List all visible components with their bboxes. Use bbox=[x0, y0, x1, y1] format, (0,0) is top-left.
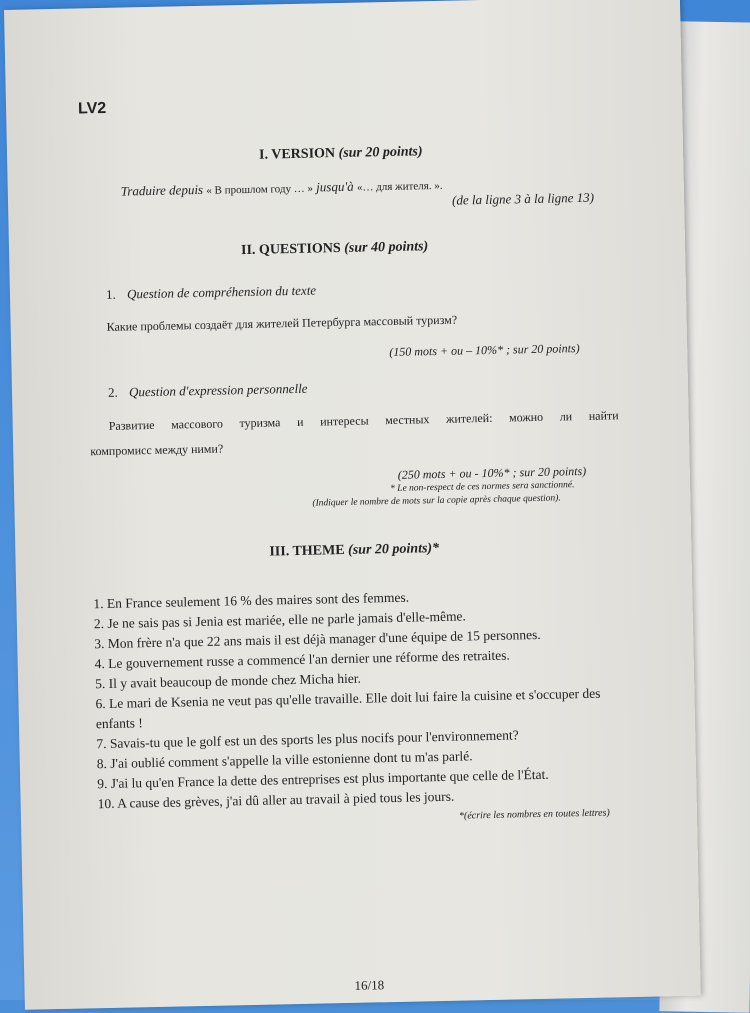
theme-sentence-6-continued: enfants ! bbox=[95, 715, 143, 732]
exam-page bbox=[4, 0, 701, 1010]
theme-footnote: *(écrire les nombres en toutes lettres) bbox=[458, 807, 610, 822]
theme-sentence-7: 7. Savais-tu que le golf est un des sports les plus nocifs pour l'environnement? bbox=[96, 727, 519, 752]
version-heading-points: (sur 20 points) bbox=[338, 144, 423, 162]
version-heading-title: I. VERSION bbox=[258, 146, 336, 163]
question-2-text-line-1: Развитие массового туризма и интересы местных жителей: можно ли найти bbox=[108, 408, 619, 433]
question-2-points: (250 mots + ou - 10%* ; sur 20 points) bbox=[397, 463, 587, 482]
theme-heading bbox=[269, 541, 439, 561]
theme-sentence-4: 4. Le gouvernement russe a commencé l'an dernier une réforme des retraites. bbox=[94, 647, 510, 672]
questions-heading bbox=[241, 239, 428, 259]
version-instruction-mid: jusqu'à bbox=[316, 178, 354, 195]
version-instruction-from: « В прошлом году … » bbox=[206, 182, 314, 197]
theme-heading-points: (sur 20 points)* bbox=[347, 541, 440, 558]
questions-heading-title: II. QUESTIONS bbox=[240, 241, 341, 259]
question-2-text-line-2: компромисс между ними? bbox=[90, 441, 224, 459]
question-1-text: Какие проблемы создаёт для жителей Петербурга массовый туризм? bbox=[106, 312, 458, 334]
section-code: LV2 bbox=[77, 99, 107, 118]
theme-sentence-1: 1. En France seulement 16 % des maires sont des femmes. bbox=[93, 589, 410, 612]
question-1-points: (150 mots + ou – 10%* ; sur 20 points) bbox=[389, 341, 580, 360]
theme-sentence-8: 8. J'ai oublié comment s'appelle la ville estonienne dont tu m'as parlé. bbox=[96, 748, 473, 772]
theme-sentence-2: 2. Je ne sais pas si Jenia est mariée, elle ne parle jamais d'elle-même. bbox=[93, 608, 466, 632]
version-heading bbox=[259, 144, 423, 163]
version-instruction bbox=[121, 177, 443, 200]
theme-sentence-6: 6. Le mari de Ksenia ne veut pas qu'elle travaille. Elle doit lui faire la cuisine et s'occuper des bbox=[95, 685, 601, 712]
questions-heading-points: (sur 40 points) bbox=[344, 239, 429, 256]
word-count-note: * Le non-respect de ces normes sera sanctionné. bbox=[390, 480, 575, 495]
version-instruction-to: «… для жителя. ». bbox=[356, 179, 443, 194]
theme-sentence-9: 9. J'ai lu qu'en France la dette des entreprises est plus importante que celle de l'État. bbox=[97, 766, 549, 792]
page-number: 16/18 bbox=[354, 977, 385, 993]
version-instruction-lead: Traduire depuis bbox=[120, 181, 204, 199]
theme-sentence-5: 5. Il y avait beaucoup de monde chez Micha hier. bbox=[94, 670, 362, 692]
question-1-title: Question de compréhension du texte bbox=[126, 282, 317, 302]
question-1-number: 1. bbox=[105, 286, 116, 302]
word-count-instruction: (Indiquer le nombre de mots sur la copie après chaque question). bbox=[312, 493, 561, 509]
question-2-number: 2. bbox=[107, 384, 118, 400]
version-line-ref: (de la ligne 3 à la ligne 13) bbox=[451, 189, 595, 208]
question-2-title: Question d'expression personnelle bbox=[128, 380, 308, 400]
theme-sentence-3: 3. Mon frère n'a que 22 ans mais il est déjà manager d'une équipe de 15 personnes. bbox=[94, 626, 541, 652]
theme-sentence-10: 10. A cause des grèves, j'ai dû aller au travail à pied tous les jours. bbox=[97, 788, 455, 812]
theme-heading-title: III. THEME bbox=[269, 542, 345, 560]
